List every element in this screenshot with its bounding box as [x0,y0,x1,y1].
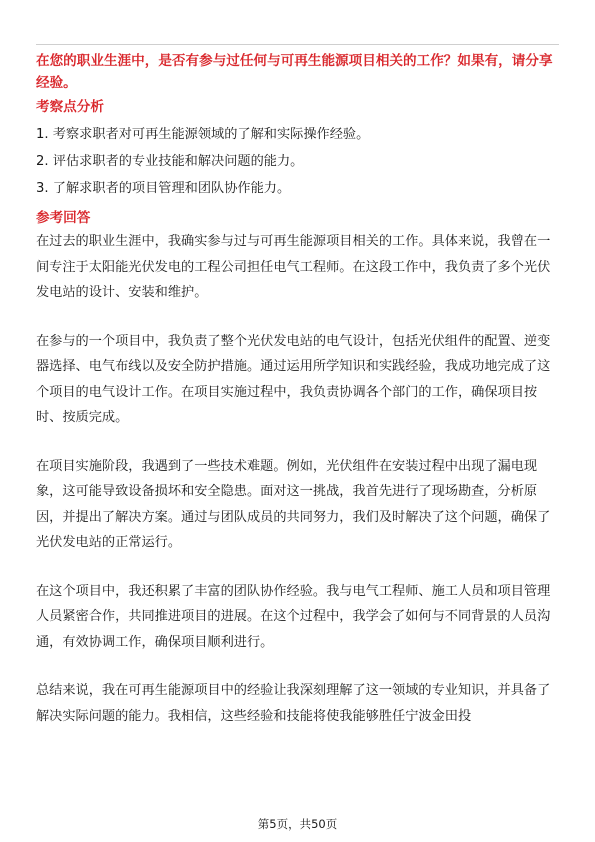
analysis-heading: 考察点分析 [36,99,104,115]
answer-paragraph: 在过去的职业生涯中，我确实参与过与可再生能源项目相关的工作。具体来说，我曾在一间专注于太阳能光伏发电的工程公司担任电气工程师。在这段工作中，我负责了多个光伏发电站的设计、安装和维护。 [36,234,551,300]
answer-paragraph: 在项目实施阶段，我遇到了一些技术难题。例如，光伏组件在安装过程中出现了漏电现象，这可能导致设备损坏和安全隐患。面对这一挑战，我首先进行了现场勘查，分析原因，并提出了解决方案。通过与团队成员的共同努力，我们及时解决了这个问题，确保了光伏发电站的正常运行。 [36,458,551,550]
interview-question: 在您的职业生涯中，是否有参与过任何与可再生能源项目相关的工作？如果有，请分享经验。 [36,53,553,91]
answer-paragraph: 在参与的一个项目中，我负责了整个光伏发电站的电气设计，包括光伏组件的配置、逆变器选择、电气布线以及安全防护措施。通过运用所学知识和实践经验，我成功地完成了这个项目的电气设计工作。在项目实施过程中，我负责协调各个部门的工作，确保项目按时、按质完成。 [36,333,551,425]
header-divider [36,44,559,45]
analysis-point: 2. 评估求职者的专业技能和解决问题的能力。 [36,154,304,169]
answer-paragraph: 在这个项目中，我还积累了丰富的团队协作经验。我与电气工程师、施工人员和项目管理人员紧密合作，共同推进项目的进展。在这个过程中，我学会了如何与不同背景的人员沟通，有效协调工作，确保项目顺利进行。 [36,583,551,650]
analysis-point: 1. 考察求职者对可再生能源领域的了解和实际操作经验。 [36,127,370,142]
page-number: 第5页，共50页 [257,817,338,831]
analysis-point: 3. 了解求职者的项目管理和团队协作能力。 [36,181,291,196]
page-content [36,50,559,729]
answer-paragraph: 总结来说，我在可再生能源项目中的经验让我深刻理解了这一领域的专业知识，并具备了解决实际问题的能力。我相信，这些经验和技能将使我能够胜任宁波金田投 [36,683,551,724]
answer-heading: 参考回答 [36,210,91,226]
